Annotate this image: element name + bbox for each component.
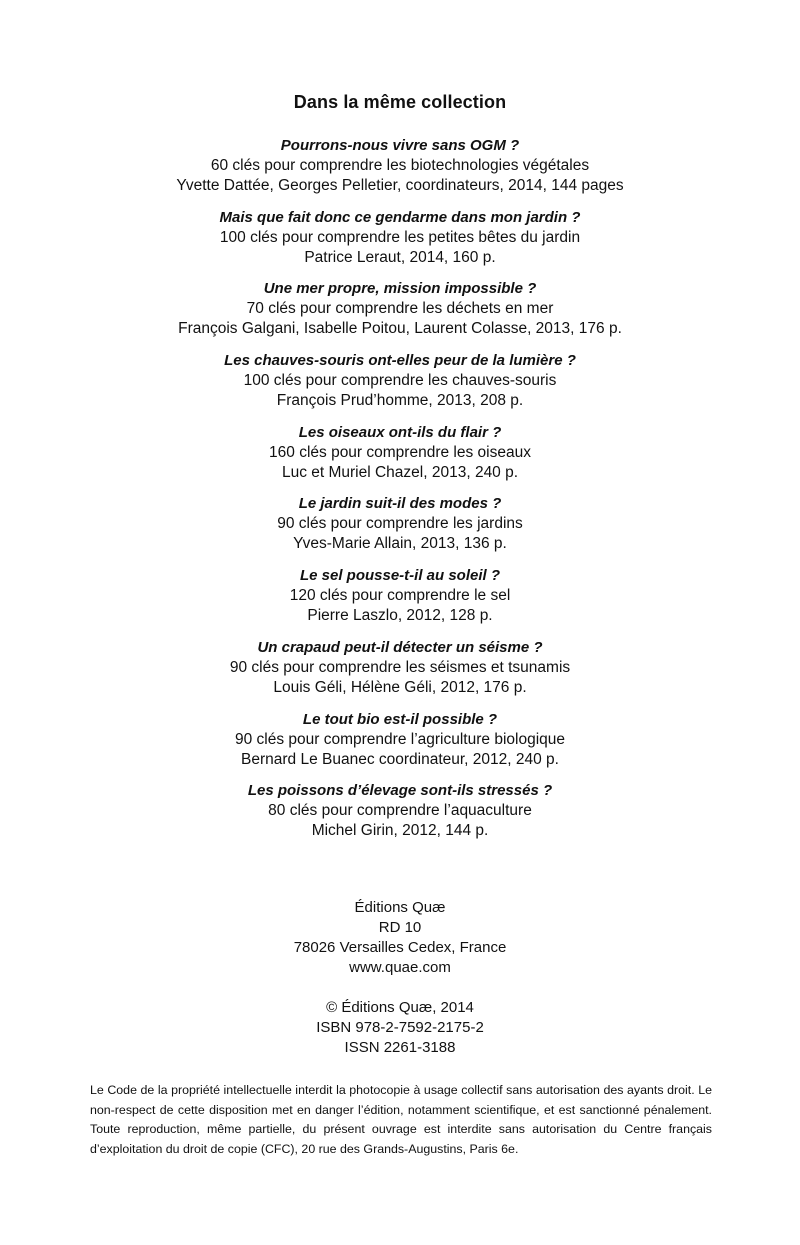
book-title: Un crapaud peut-il détecter un séisme ? xyxy=(257,638,543,656)
book-entry xyxy=(0,565,800,637)
book-subtitle: 90 clés pour comprendre l’agriculture biologique xyxy=(235,730,565,748)
issn-line: ISSN 2261-3188 xyxy=(344,1039,456,1056)
book-authors: Bernard Le Buanec coordinateur, 2012, 240 p. xyxy=(241,750,559,768)
legal-notice: Le Code de la propriété intellectuelle interdit la photocopie à usage collectif sans autorisation des ayants droit. Le non-respect de cette disposition met en danger l’édition, notamment scientifique, et est sanctionné pénalement. Toute reproduction, même partielle, du présent ouvrage est interdite sans autorisation du Centre français d’exploitation du droit de copie (CFC), 20 rue des Grands-Augustins, Paris 6e. xyxy=(90,1083,712,1156)
book-authors: François Prud’homme, 2013, 208 p. xyxy=(276,392,524,410)
spacer xyxy=(0,978,800,998)
book-subtitle: 100 clés pour comprendre les chauves-souris xyxy=(243,372,557,390)
book-subtitle: 60 clés pour comprendre les biotechnologies végétales xyxy=(210,157,590,174)
copyright-line: © Éditions Quæ, 2014 xyxy=(326,999,474,1016)
book-authors: François Galgani, Isabelle Poitou, Laurent Colasse, 2013, 176 p. xyxy=(178,320,622,338)
book-authors: Yves-Marie Allain, 2013, 136 p. xyxy=(293,535,507,553)
publisher-info xyxy=(0,898,800,1058)
publisher-name: Éditions Quæ xyxy=(354,899,446,916)
book-entry xyxy=(0,780,800,852)
book-authors: Yvette Dattée, Georges Pelletier, coordinateurs, 2014, 144 pages xyxy=(176,177,624,194)
book-title: Le jardin suit-il des modes ? xyxy=(298,495,502,513)
isbn-line: ISBN 978-2-7592-2175-2 xyxy=(316,1019,484,1036)
book-subtitle: 90 clés pour comprendre les jardins xyxy=(277,515,523,533)
book-entry xyxy=(0,493,800,565)
book-title: Le sel pousse-t-il au soleil ? xyxy=(299,567,501,585)
publisher-road: RD 10 xyxy=(378,919,422,936)
collection-heading: Dans la même collection xyxy=(293,92,507,112)
book-entry xyxy=(0,278,800,350)
book-entry xyxy=(0,637,800,709)
book-subtitle: 120 clés pour comprendre le sel xyxy=(289,587,511,605)
book-authors: Pierre Laszlo, 2012, 128 p. xyxy=(307,607,493,625)
book-title: Les chauves-souris ont-elles peur de la lumière ? xyxy=(224,352,576,370)
book-title: Les oiseaux ont-ils du flair ? xyxy=(298,423,502,441)
book-entry xyxy=(0,422,800,494)
book-subtitle: 80 clés pour comprendre l’aquaculture xyxy=(268,802,532,820)
book-entry xyxy=(0,709,800,781)
book-title: Pourrons-nous vivre sans OGM ? xyxy=(280,137,520,154)
book-authors: Michel Girin, 2012, 144 p. xyxy=(311,822,489,840)
publisher-city: 78026 Versailles Cedex, France xyxy=(293,939,507,956)
book-title: Une mer propre, mission impossible ? xyxy=(263,280,537,298)
book-list xyxy=(0,135,800,852)
book-authors: Louis Géli, Hélène Géli, 2012, 176 p. xyxy=(273,678,527,696)
publisher-website: www.quae.com xyxy=(349,959,451,976)
book-title: Les poissons d’élevage sont-ils stressés ? xyxy=(247,782,553,800)
book-authors: Patrice Leraut, 2014, 160 p. xyxy=(304,248,496,266)
book-title: Le tout bio est-il possible ? xyxy=(302,710,498,728)
book-subtitle: 160 clés pour comprendre les oiseaux xyxy=(269,443,531,461)
book-subtitle: 100 clés pour comprendre les petites bêtes du jardin xyxy=(219,228,581,246)
book-subtitle: 90 clés pour comprendre les séismes et tsunamis xyxy=(229,658,571,676)
book-entry xyxy=(0,350,800,422)
book-entry xyxy=(0,135,800,207)
book-subtitle: 70 clés pour comprendre les déchets en mer xyxy=(246,300,554,318)
book-entry xyxy=(0,207,800,279)
book-title: Mais que fait donc ce gendarme dans mon jardin ? xyxy=(219,208,581,226)
book-authors: Luc et Muriel Chazel, 2013, 240 p. xyxy=(281,463,519,481)
